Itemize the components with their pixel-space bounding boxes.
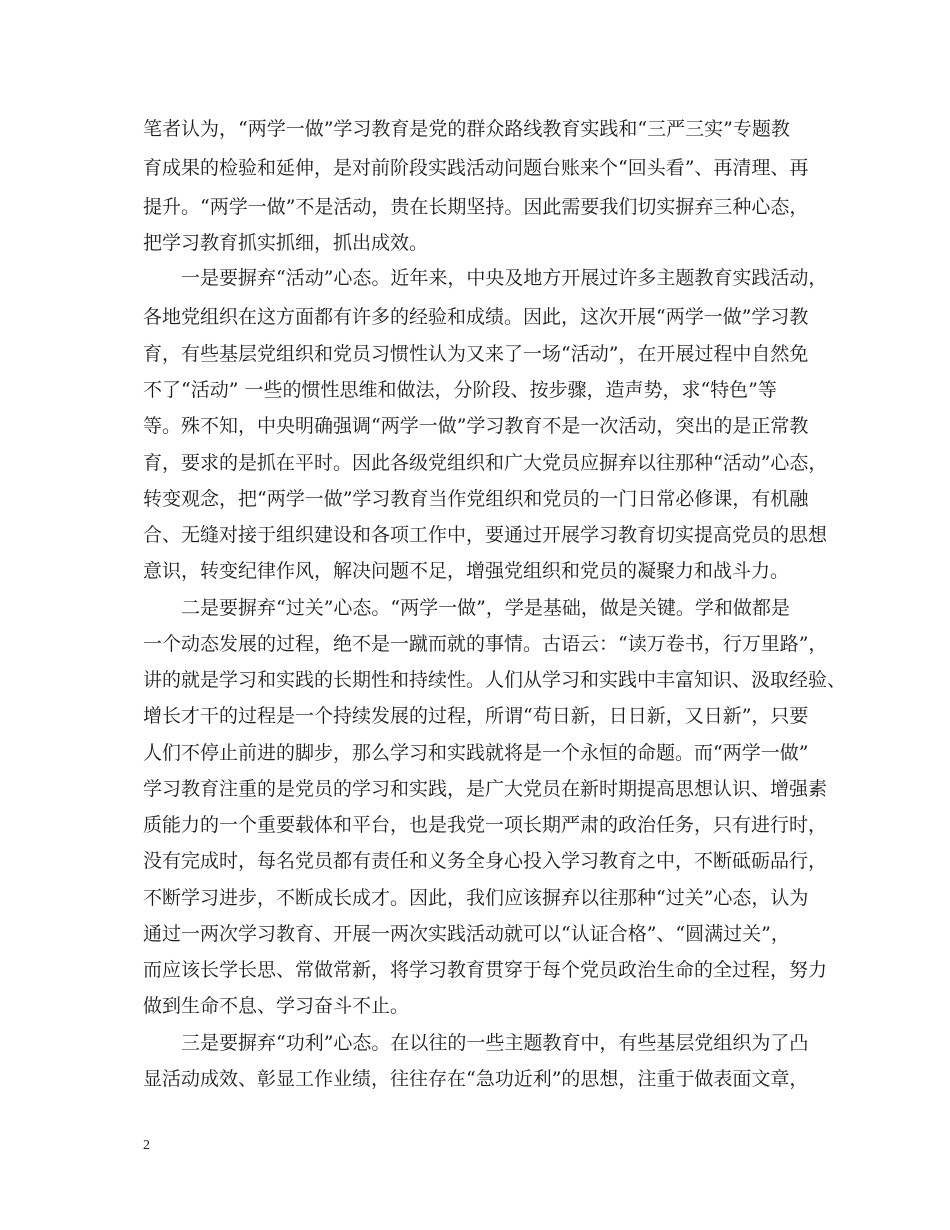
text-line: 显活动成效、彰显工作业绩，往往存在“急功近利”的思想，注重于做表面文章， — [143, 1068, 809, 1090]
text-line: 人们不停止前进的脚步，那么学习和实践就将是一个永恒的命题。而“两学一做” — [143, 742, 809, 764]
text-line: 而应该长学长思、常做常新，将学习教育贯穿于每个党员政治生命的全过程，努力 — [143, 959, 828, 981]
text-line: 增长才干的过程是一个持续发展的过程，所谓“苟日新，日日新，又日新”，只要 — [143, 705, 809, 727]
text-line: 育，要求的是抓在平时。因此各级党组织和广大党员应摒弃以往那种“活动”心态， — [143, 452, 828, 474]
text-line: 等。殊不知，中央明确强调“两学一做”学习教育不是一次活动，突出的是正常教 — [143, 415, 809, 437]
text-line: 做到生命不息、学习奋斗不止。 — [143, 995, 410, 1017]
text-line: 一是要摒弃“活动”心态。近年来，中央及地方开展过许多主题教育实践活动， — [143, 267, 828, 289]
text-line: 一个动态发展的过程，绝不是一蹴而就的事情。古语云：“读万卷书，行万里路”， — [143, 633, 828, 655]
text-line: 讲的就是学习和实践的长期性和持续性。人们从学习和实践中丰富知识、汲取经验、 — [143, 669, 847, 691]
text-line: 合、无缝对接于组织建设和各项工作中，要通过开展学习教育切实提高党员的思想 — [143, 524, 828, 546]
text-line: 通过一两次学习教育、开展一两次实践活动就可以“认证合格”、“圆满过关”， — [143, 923, 790, 945]
text-line: 不了“活动” 一些的惯性思维和做法，分阶段、按步骤，造声势，求“特色”等 — [143, 379, 777, 401]
text-line: 提升。“两学一做”不是活动，贵在长期坚持。因此需要我们切实摒弃三种心态， — [143, 196, 809, 218]
text-line: 学习教育注重的是党员的学习和实践，是广大党员在新时期提高思想认识、增强素 — [143, 778, 828, 800]
text-line: 育，有些基层党组织和党员习惯性认为又来了一场“活动”，在开展过程中自然免 — [143, 343, 809, 365]
text-line: 把学习教育抓实抓细，抓出成效。 — [143, 232, 429, 254]
text-line: 二是要摒弃“过关”心态。“两学一做”，学是基础，做是关键。学和做都是 — [143, 597, 790, 619]
text-line: 意识，转变纪律作风，解决问题不足，增强党组织和党员的凝聚力和战斗力。 — [143, 560, 790, 582]
text-line: 各地党组织在这方面都有许多的经验和成绩。因此，这次开展“两学一做”学习教 — [143, 306, 809, 328]
text-line: 不断学习进步，不断成长成才。因此，我们应该摒弃以往那种“过关”心态，认为 — [143, 887, 809, 909]
text-line: 没有完成时，每名党员都有责任和义务全身心投入学习教育之中，不断砥砺品行， — [143, 850, 828, 872]
text-line: 转变观念，把“两学一做”学习教育当作党组织和党员的一门日常必修课，有机融 — [143, 488, 809, 510]
text-line: 质能力的一个重要载体和平台，也是我党一项长期严肃的政治任务，只有进行时， — [143, 814, 828, 836]
page-number: 2 — [143, 1138, 150, 1153]
text-line: 笔者认为，“两学一做”学习教育是党的群众路线教育实践和“三严三实”专题教 — [143, 118, 790, 140]
text-line: 育成果的检验和延伸，是对前阶段实践活动问题台账来个“回头看”、再清理、再 — [143, 157, 809, 179]
text-line: 三是要摒弃“功利”心态。在以往的一些主题教育中，有些基层党组织为了凸 — [143, 1032, 809, 1054]
